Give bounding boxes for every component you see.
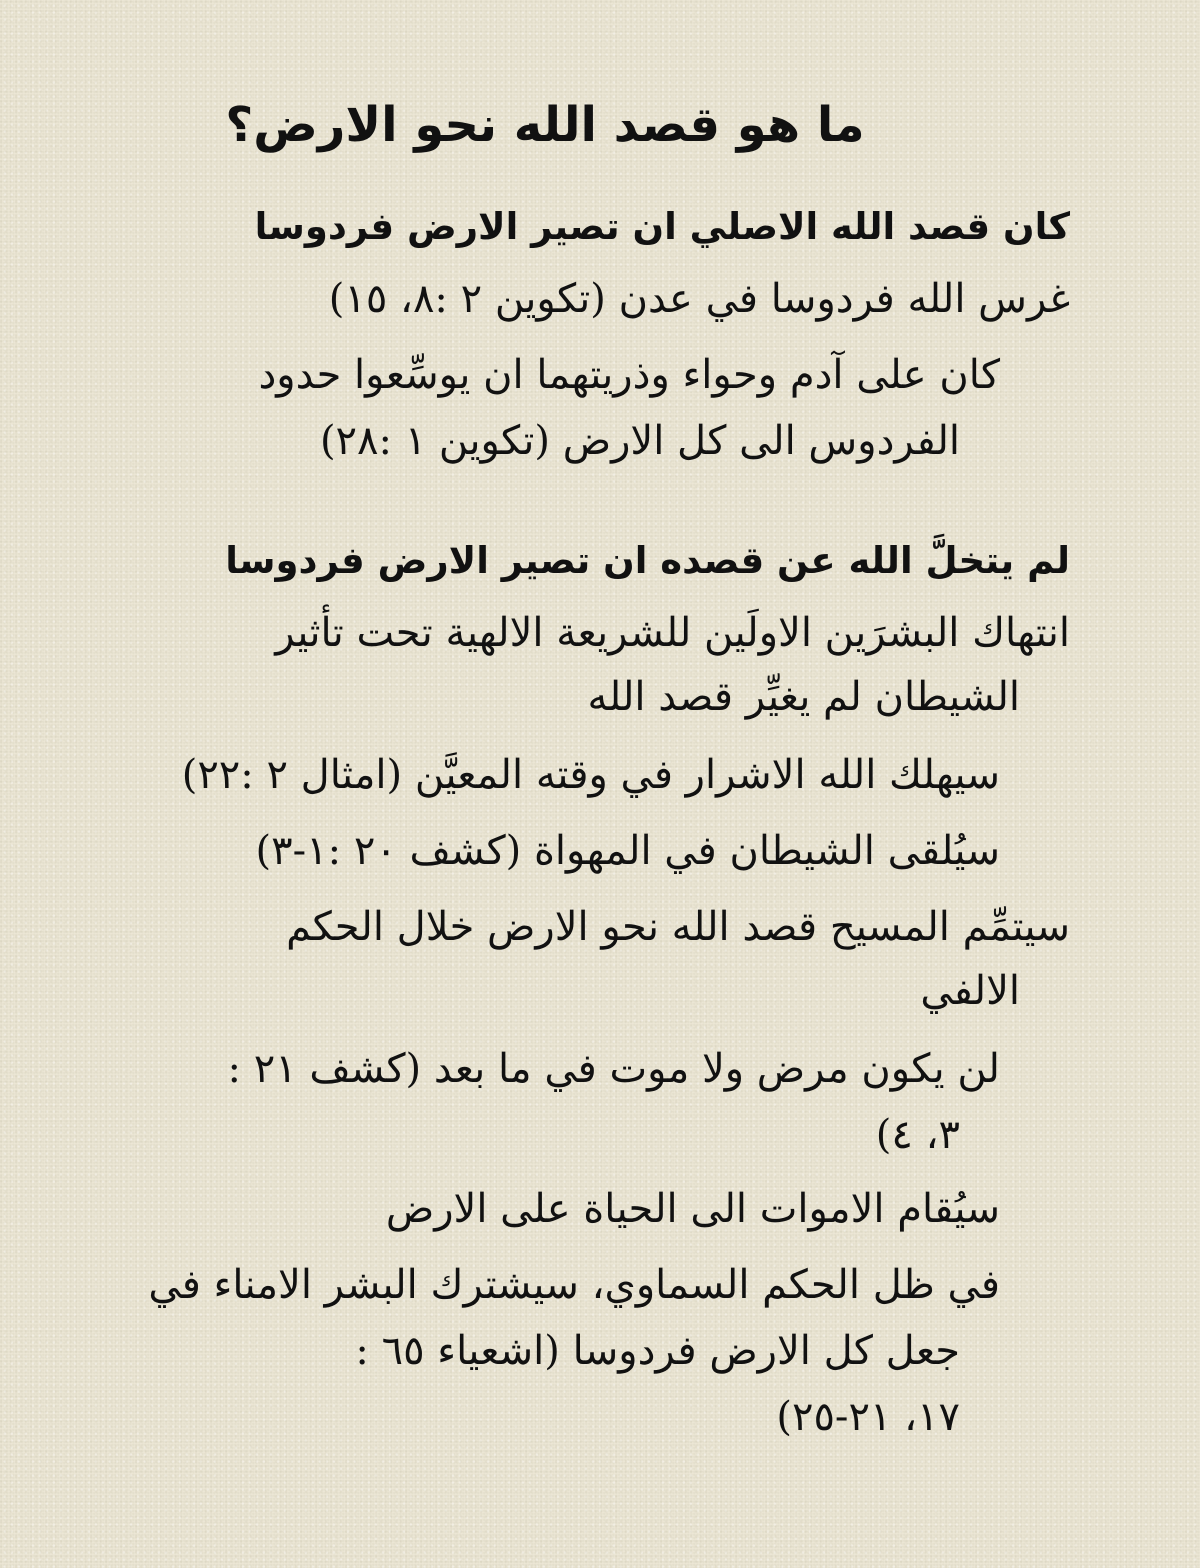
section2-point2-line2: الالفي bbox=[920, 968, 1020, 1014]
section2-sub5-line1: في ظل الحكم السماوي، سيشترك البشر الامناء في bbox=[148, 1262, 1000, 1308]
section2-sub1: سيهلك الله الاشرار في وقته المعيَّن (امثال ٢ :٢٢) bbox=[181, 752, 1000, 798]
section2-point1-line2: الشيطان لم يغيِّر قصد الله bbox=[587, 674, 1020, 720]
section2-sub3-line1: لن يكون مرض ولا موت في ما بعد (كشف ٢١ : bbox=[227, 1046, 1000, 1092]
section2-sub4: سيُقام الاموات الى الحياة على الارض bbox=[385, 1186, 1000, 1232]
section2-sub3-line2: ٣، ٤) bbox=[875, 1112, 960, 1158]
section1-sub1-line1: كان على آدم وحواء وذريتهما ان يوسِّعوا حدود bbox=[258, 352, 1000, 398]
section1-point1: غرس الله فردوسا في عدن (تكوين ٢ :٨، ١٥) bbox=[328, 276, 1070, 322]
slide-title: ما هو قصد الله نحو الارض؟ bbox=[225, 97, 865, 153]
section2-heading: لم يتخلَّ الله عن قصده ان تصير الارض فردوسا bbox=[225, 539, 1070, 582]
section2-point2-line1: سيتمِّم المسيح قصد الله نحو الارض خلال الحكم bbox=[286, 904, 1070, 950]
section2-sub2: سيُلقى الشيطان في المهواة (كشف ٢٠ :١-٣) bbox=[255, 828, 1000, 874]
section1-heading: كان قصد الله الاصلي ان تصير الارض فردوسا bbox=[254, 205, 1070, 248]
section1-sub1-line2: الفردوس الى كل الارض (تكوين ١ :٢٨) bbox=[319, 418, 960, 464]
section2-sub5-line2: جعل كل الارض فردوسا (اشعياء ٦٥ : bbox=[355, 1328, 960, 1374]
section2-sub5-line3: ١٧، ٢١-٢٥) bbox=[776, 1394, 960, 1440]
section2-point1-line1: انتهاك البشرَين الاولَين للشريعة الالهية تحت تأثير bbox=[275, 610, 1070, 656]
